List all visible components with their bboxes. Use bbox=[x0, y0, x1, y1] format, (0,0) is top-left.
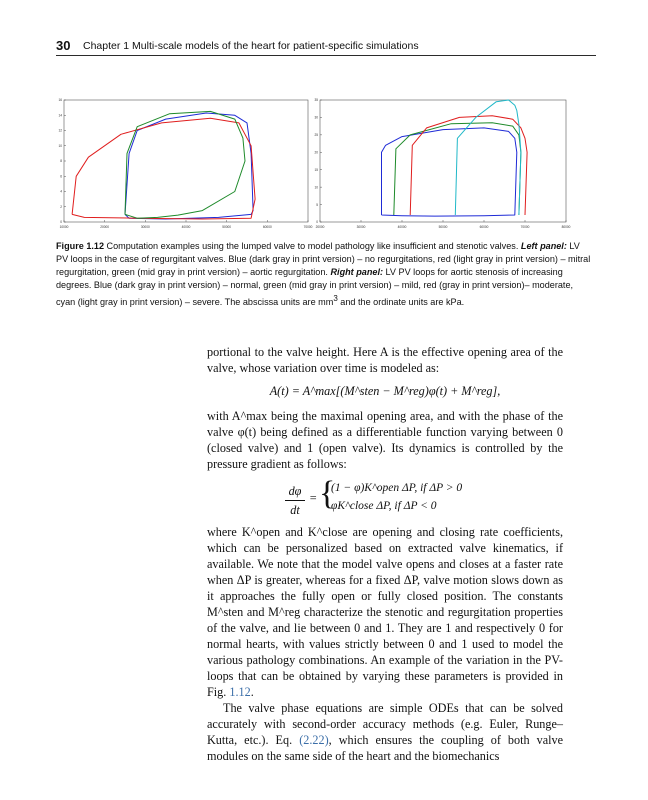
panel-right-xtick-label: 70000 bbox=[520, 225, 530, 229]
caption-sup: 3 bbox=[333, 294, 338, 304]
panel-left-xtick-label: 40000 bbox=[181, 225, 191, 229]
panel-right-ytick-label: 25 bbox=[314, 133, 318, 138]
paragraph-4 bbox=[207, 700, 563, 764]
panel-right-series-mild bbox=[394, 123, 521, 215]
caption-right-panel-label: Right panel: bbox=[330, 267, 384, 278]
panel-left-ytick-label: 16 bbox=[58, 98, 62, 103]
fraction-bar bbox=[285, 500, 305, 501]
panel-right-series-normal bbox=[382, 128, 517, 216]
panel-left-xtick-label: 30000 bbox=[140, 225, 150, 229]
panel-right-xtick-label: 20000 bbox=[315, 225, 325, 229]
panel-right-xtick-label: 60000 bbox=[479, 225, 489, 229]
panel-left-ytick-label: 10 bbox=[58, 143, 62, 148]
panel-left-frame bbox=[64, 100, 308, 222]
paragraph-3-text: where K^open and K^close are opening and closing rate coefficients, which can be personalized based on extracted valve kinematics, if available. We note that the model valve opens and closes at a faster rate when ΔP is greater, whereas for a fixed ΔP, valve motion slows down as it approaches the fully open or fully closed position. The constants M^sten and M^reg characterize the stenotic and regurgitation properties of the valve, and lie between 0 and 1. They are 1 and respectively 0 for normal hearts, with values strictly between 0 and 1 used to model the various pathology combinations. An example of the variation in the PV-loops that can be obtained by varying these parameters is provided in Fig. bbox=[207, 525, 563, 699]
panel-right-ytick-label: 30 bbox=[314, 115, 318, 120]
panel-right-frame bbox=[320, 100, 566, 222]
panel-left-xtick-label: 70000 bbox=[303, 225, 313, 229]
paragraph-3 bbox=[207, 524, 563, 700]
paragraph-4-end: , which ensures the coupling of both valve modules on the same side of the heart and the biomechanics bbox=[207, 733, 564, 763]
panel-right-xtick-label: 50000 bbox=[438, 225, 448, 229]
body-text bbox=[207, 344, 563, 764]
paragraph-1: portional to the valve height. Here A is the effective opening area of the valve, whose variation over time is modeled as: bbox=[207, 345, 563, 375]
equation-valve-area: A(t) = A^max[(M^sten − M^reg)φ(t) + M^reg], bbox=[269, 384, 501, 398]
panel-right-ytick-label: 10 bbox=[314, 185, 318, 190]
figure-1-12 bbox=[56, 94, 576, 234]
panel-right-ytick-label: 15 bbox=[314, 167, 318, 172]
figure-caption bbox=[56, 240, 592, 310]
equation-reference-link[interactable]: (2.22) bbox=[299, 733, 329, 747]
panel-left-ytick-label: 14 bbox=[58, 113, 62, 118]
caption-text-2: LV PV loops in the case of regurgitant valves. Blue (dark gray in print version) – no regurgitations, red (light gray in print version) – mitral regurgitation, green (mid gray in print version) – aortic regurgitation. bbox=[56, 241, 591, 278]
panel-left-ytick-label: 2 bbox=[60, 204, 62, 209]
equals-sign: = bbox=[309, 491, 318, 505]
panel-left-xtick-label: 60000 bbox=[262, 225, 272, 229]
panel-right-ytick-label: 5 bbox=[316, 202, 318, 207]
panel-right-ytick-label: 35 bbox=[314, 98, 318, 103]
caption-text-3: LV PV loops for aortic stenosis of increasing degrees. Blue (dark gray in print version) – normal, green (mid gray in print version) – mild, red (gray in print version)– moderate, cyan (light gray in print version) – severe. The abscissa units are mm bbox=[56, 267, 574, 308]
panel-right-xtick-label: 40000 bbox=[397, 225, 407, 229]
panel-left-series-mitral-regurgitation bbox=[72, 118, 255, 219]
panel-left-ytick-label: 8 bbox=[60, 159, 62, 164]
derivative-fraction bbox=[285, 483, 305, 518]
caption-text-4: and the ordinate units are kPa. bbox=[340, 297, 465, 308]
case-close: φK^close ΔP, if ΔP < 0 bbox=[331, 500, 437, 512]
running-header bbox=[56, 38, 596, 56]
paragraph-3-end: . bbox=[250, 685, 254, 699]
panel-left-series-aortic-regurgitation bbox=[125, 111, 245, 218]
panel-left-ytick-label: 6 bbox=[60, 174, 62, 179]
figure-reference-link[interactable]: 1.12 bbox=[229, 685, 251, 699]
panel-left-xtick-label: 50000 bbox=[222, 225, 232, 229]
panel-right-ytick-label: 0 bbox=[316, 220, 318, 225]
equation-phase-dynamics bbox=[207, 475, 563, 518]
panel-left-series-no-regurgitations bbox=[125, 113, 253, 219]
caption-label: Figure 1.12 bbox=[56, 241, 105, 251]
caption-text-1: Computation examples using the lumped valve to model pathology like insufficient and stenotic valves. bbox=[106, 241, 519, 251]
panel-right-xtick-label: 30000 bbox=[356, 225, 366, 229]
panel-left-ytick-label: 4 bbox=[60, 189, 62, 194]
paragraph-2: with A^max being the maximal opening area, and with the phase of the valve φ(t) being defined as a differentiable function varying between 0 (closed valve) and 1 (open valve). Its dynamics is controlled by the pressure gradient as follows: bbox=[207, 409, 563, 471]
paragraph-4-text: The valve phase equations are simple ODEs that can be solved accurately with second-order accuracy methods (e.g. Euler, Runge–Kutta, etc.). Eq. bbox=[207, 701, 563, 747]
panel-left-xtick-label: 20000 bbox=[100, 225, 110, 229]
panel-right-xtick-label: 80000 bbox=[561, 225, 571, 229]
panel-right-ytick-label: 20 bbox=[314, 150, 318, 155]
panel-left-xtick-label: 10000 bbox=[59, 225, 69, 229]
panel-left-ytick-label: 12 bbox=[58, 128, 62, 133]
panel-left-ytick-label: 0 bbox=[60, 220, 62, 225]
figure-svg bbox=[56, 94, 576, 234]
derivative-denominator: dt bbox=[290, 503, 300, 517]
derivative-numerator: dφ bbox=[288, 484, 302, 498]
header-rule bbox=[56, 55, 596, 56]
page-number: 30 bbox=[56, 38, 71, 53]
running-title: Chapter 1 Multi-scale models of the heart for patient-specific simulations bbox=[83, 40, 419, 52]
caption-left-panel-label: Left panel: bbox=[520, 241, 567, 251]
case-open: (1 − φ)K^open ΔP, if ΔP > 0 bbox=[331, 482, 463, 494]
cases-brace: { bbox=[319, 475, 336, 512]
